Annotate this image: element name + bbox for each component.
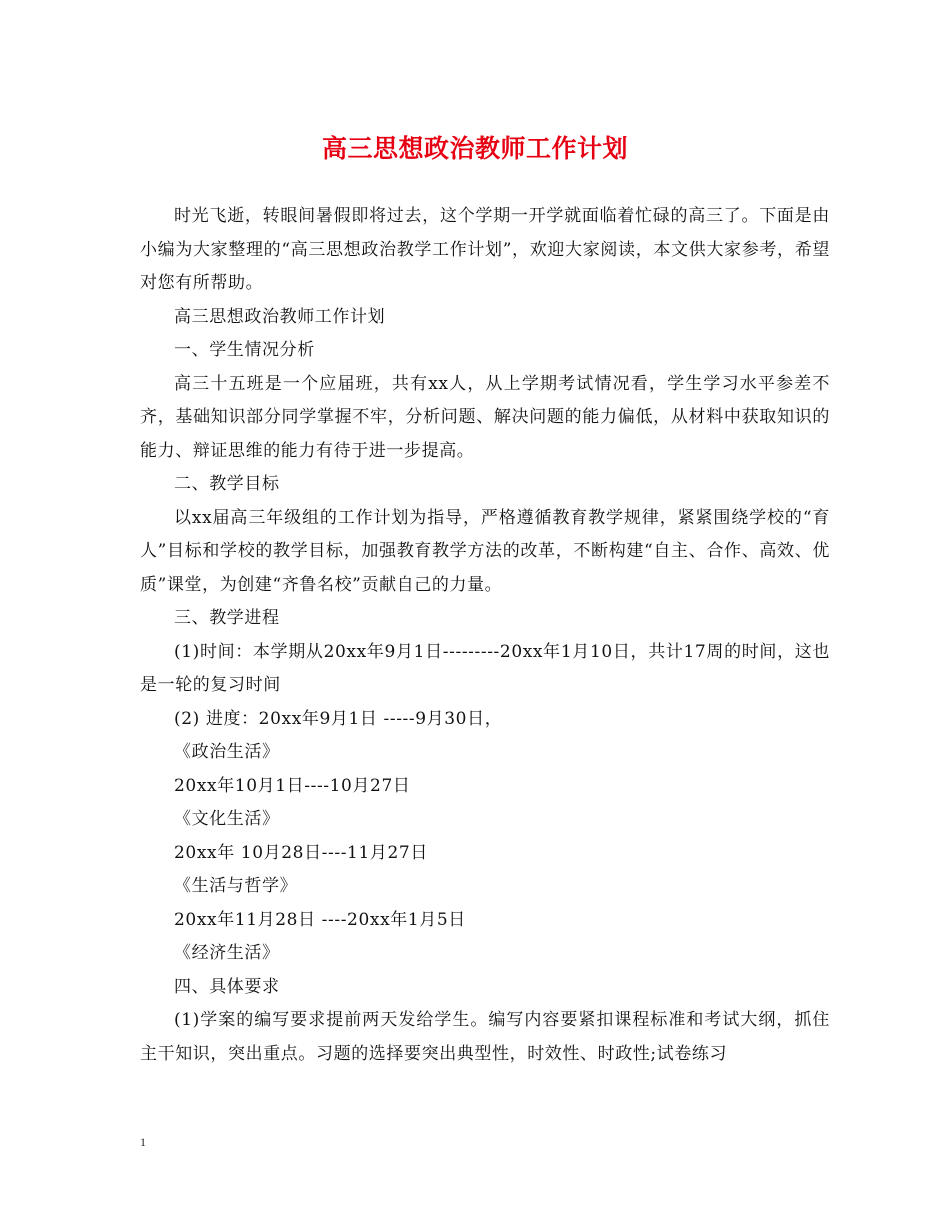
section-heading-2: 二、教学目标 [174,474,280,494]
schedule-date-3: 20xx年 10月28日----11月27日 [174,842,428,863]
requirement-paragraph-1: (1)学案的编写要求提前两天发给学生。编写内容要紧扣课程标准和考试大纲，抓住主干知识，突出重点。习题的选择要突出典型性，时效性、时政性;试卷练习 [140,1010,830,1064]
page-number: 1 [140,1135,146,1149]
book-title-4: 《经济生活》 [174,943,280,963]
book-title-1: 《政治生活》 [174,742,280,762]
book-title-3: 《生活与哲学》 [174,876,298,896]
section-heading-4: 四、具体要求 [174,976,280,997]
schedule-time-paragraph: (1)时间：本学期从20xx年9月1日---------20xx年1月10日，共计17周的时间，这也是一轮的复习时间 [140,641,830,695]
schedule-date-2: 20xx年10月1日----10月27日 [174,775,411,796]
subtitle-paragraph: 高三思想政治教师工作计划 [174,306,386,327]
teaching-goal-paragraph: 以xx届高三年级组的工作计划为指导，严格遵循教育教学规律，紧紧围绕学校的“育人”目标和学校的教学目标，加强教育教学方法的改革，不断构建“自主、合作、高效、优质”课堂，为创建“齐鲁名校”贡献自己的力量。 [140,507,830,595]
section-heading-3: 三、教学进程 [174,608,280,628]
intro-paragraph: 时光飞逝，转眼间暑假即将过去，这个学期一开学就面临着忙碌的高三了。下面是由小编为大家整理的“高三思想政治教学工作计划”，欢迎大家阅读，本文供大家参考，希望对您有所帮助。 [140,206,830,293]
section-heading-1: 一、学生情况分析 [174,340,315,360]
document-body [140,200,830,1071]
schedule-date-4: 20xx年11月28日 ----20xx年1月5日 [174,909,466,930]
document-title: 高三思想政治教师工作计划 [321,134,628,163]
book-title-2: 《文化生活》 [174,809,280,829]
student-analysis-paragraph: 高三十五班是一个应届班，共有xx人，从上学期考试情况看，学生学习水平参差不齐，基础知识部分同学掌握不牢，分析问题、解决问题的能力偏低，从材料中获取知识的能力、辩证思维的能力有待于进一步提高。 [140,373,830,461]
schedule-progress-paragraph: (2) 进度：20xx年9月1日 -----9月30日， [174,708,503,729]
